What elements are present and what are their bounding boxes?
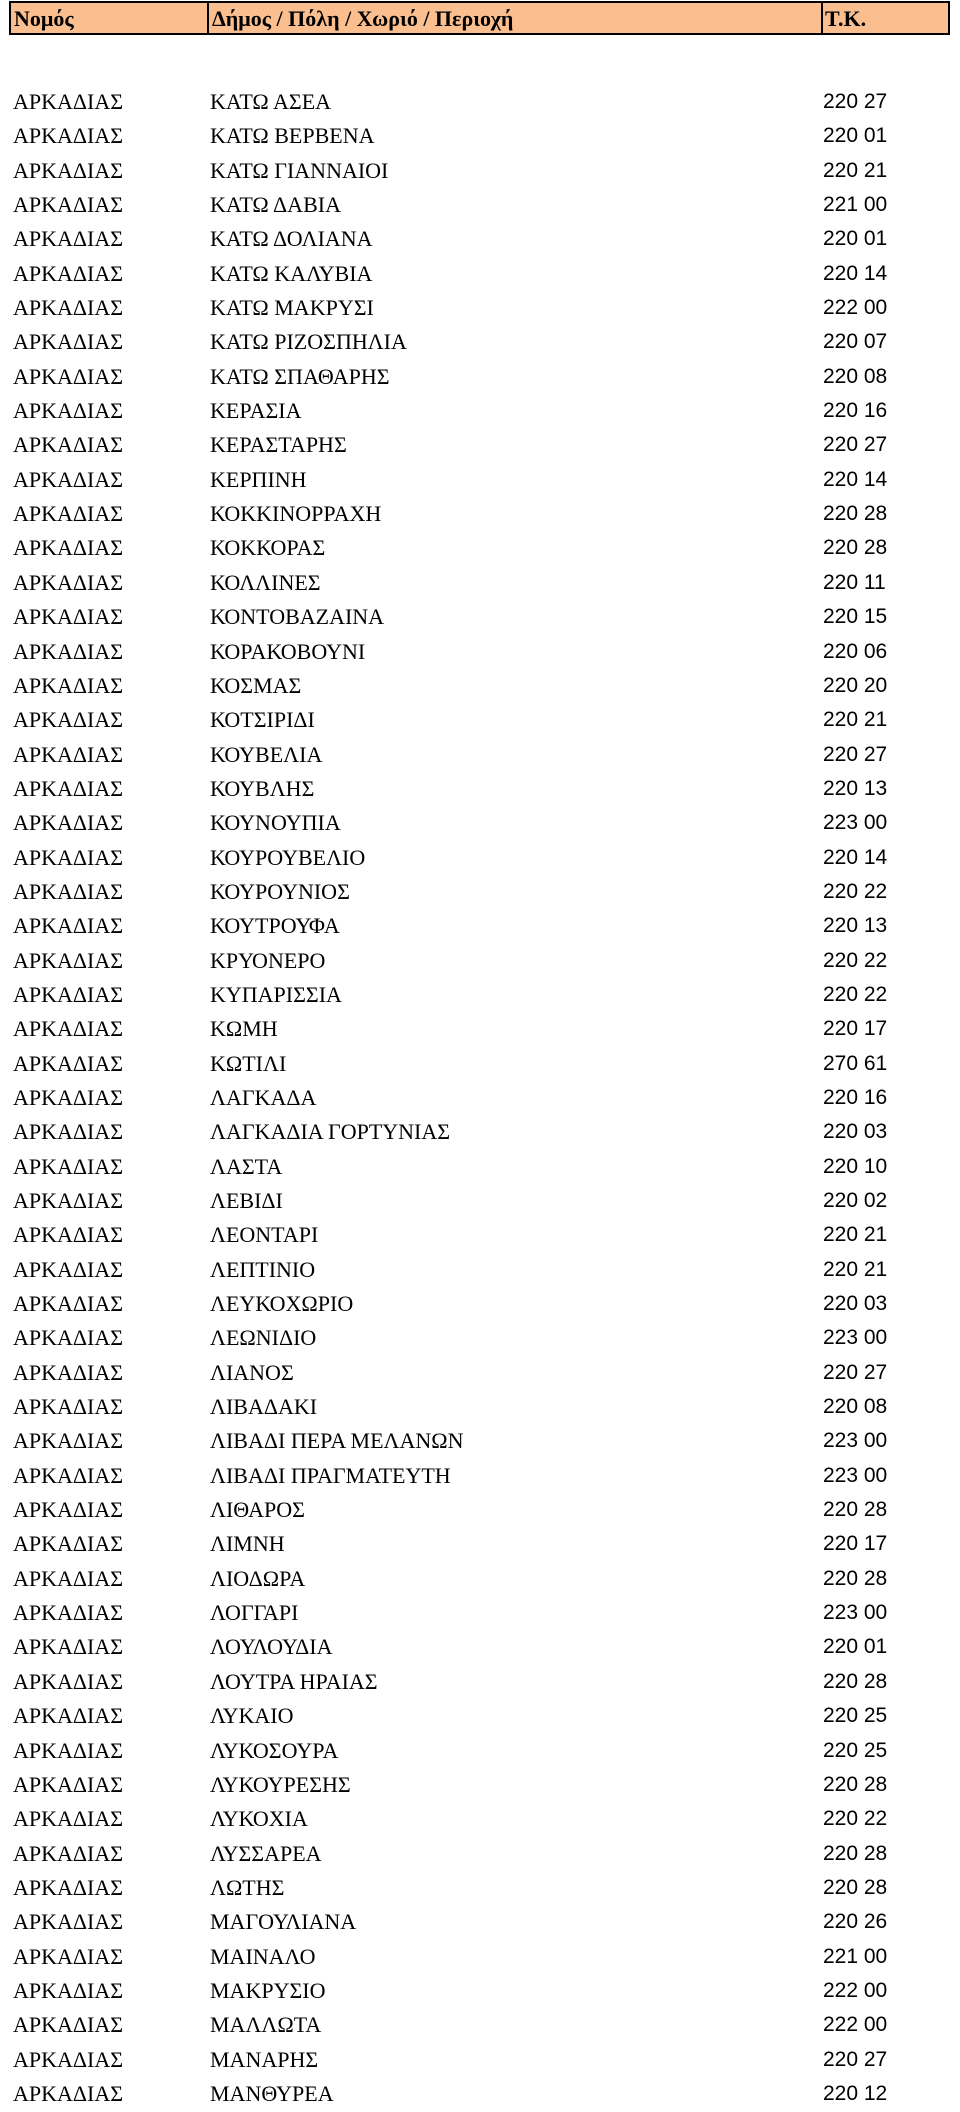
dimos-cell: ΛΕΟΝΤΑΡΙ	[210, 1222, 319, 1248]
dimos-cell: ΛΙΒΑΔΑΚΙ	[210, 1394, 318, 1420]
table-row	[0, 326, 960, 360]
dimos-cell: ΚΑΤΩ ΓΙΑΝΝΑΙΟΙ	[210, 157, 389, 183]
nomos-cell: ΑΡΚΑΔΙΑΣ	[13, 1428, 124, 1454]
dimos-cell: ΛΥΚΟΣΟΥΡΑ	[210, 1737, 339, 1763]
table-row	[0, 979, 960, 1013]
dimos-cell: ΚΟΥΝΟΥΠΙΑ	[210, 810, 341, 836]
postal-code-cell: 220 12	[823, 2081, 888, 2105]
nomos-cell: ΑΡΚΑΔΙΑΣ	[13, 1806, 124, 1832]
table-row	[0, 498, 960, 532]
table-row	[0, 773, 960, 807]
dimos-cell: ΚΑΤΩ ΔΟΛΙΑΝΑ	[210, 226, 373, 252]
nomos-cell: ΑΡΚΑΔΙΑΣ	[13, 604, 124, 630]
postal-code-cell: 222 00	[823, 2013, 888, 2037]
postal-code-cell: 220 01	[823, 1635, 888, 1659]
postal-code-cell: 220 03	[823, 1292, 888, 1316]
postal-code-cell: 220 15	[823, 605, 888, 629]
table-row	[0, 1631, 960, 1665]
header-tk: Τ.Κ.	[825, 6, 867, 31]
nomos-cell: ΑΡΚΑΔΙΑΣ	[13, 1153, 124, 1179]
postal-code-cell: 220 28	[823, 1498, 888, 1522]
nomos-cell: ΑΡΚΑΔΙΑΣ	[13, 398, 124, 424]
table-row	[0, 945, 960, 979]
nomos-cell: ΑΡΚΑΔΙΑΣ	[13, 913, 124, 939]
postal-code-cell: 220 28	[823, 1772, 888, 1796]
nomos-cell: ΑΡΚΑΔΙΑΣ	[13, 810, 124, 836]
postal-code-cell: 220 21	[823, 1223, 888, 1247]
postal-code-cell: 220 22	[823, 1807, 888, 1831]
dimos-cell: ΛΙΜΝΗ	[210, 1531, 285, 1557]
postal-code-cell: 220 17	[823, 1532, 888, 1556]
table-row	[0, 1803, 960, 1837]
nomos-cell: ΑΡΚΑΔΙΑΣ	[13, 1497, 124, 1523]
dimos-cell: ΛΟΥΤΡΑ ΗΡΑΙΑΣ	[210, 1668, 378, 1694]
header-divider	[207, 3, 209, 33]
table-row	[0, 1116, 960, 1150]
header-nomos: Νομός	[14, 6, 74, 31]
nomos-cell: ΑΡΚΑΔΙΑΣ	[13, 1188, 124, 1213]
dimos-cell: ΚΑΤΩ ΑΣΕΑ	[210, 89, 332, 114]
postal-code-cell: 220 11	[823, 570, 886, 594]
table-row	[0, 704, 960, 738]
postal-code-cell: 220 27	[823, 90, 888, 113]
table-row	[0, 567, 960, 601]
dimos-cell: ΛΙΟΔΩΡΑ	[210, 1565, 306, 1591]
nomos-cell: ΑΡΚΑΔΙΑΣ	[13, 1634, 124, 1660]
table-row	[0, 1563, 960, 1597]
nomos-cell: ΑΡΚΑΔΙΑΣ	[13, 295, 124, 321]
dimos-cell: ΜΑΛΛΩΤΑ	[210, 2012, 322, 2038]
dimos-cell: ΚΕΡΑΣΙΑ	[210, 398, 302, 424]
nomos-cell: ΑΡΚΑΔΙΑΣ	[13, 363, 124, 389]
dimos-cell: ΛΟΓΓΑΡΙ	[210, 1600, 299, 1626]
nomos-cell: ΑΡΚΑΔΙΑΣ	[13, 157, 124, 183]
postal-code-cell: 220 28	[823, 1875, 888, 1899]
table-row	[0, 601, 960, 635]
table-row	[0, 1906, 960, 1940]
postal-code-cell: 220 28	[823, 1841, 888, 1865]
nomos-cell: ΑΡΚΑΔΙΑΣ	[13, 1291, 124, 1317]
dimos-cell: ΚΥΠΑΡΙΣΣΙΑ	[210, 981, 342, 1007]
nomos-cell: ΑΡΚΑΔΙΑΣ	[13, 1737, 124, 1763]
dimos-cell: ΚΟΥΤΡΟΥΦΑ	[210, 913, 340, 939]
postal-code-cell: 220 28	[823, 536, 888, 560]
postal-code-cell: 223 00	[823, 1326, 888, 1350]
nomos-cell: ΑΡΚΑΔΙΑΣ	[13, 1325, 124, 1351]
nomos-cell: ΑΡΚΑΔΙΑΣ	[13, 535, 124, 561]
table-row	[0, 1528, 960, 1562]
dimos-cell: ΚΟΥΒΛΗΣ	[210, 775, 315, 801]
dimos-cell: ΚΟΝΤΟΒΑΖΑΙΝΑ	[210, 604, 385, 630]
dimos-cell: ΚΟΚΚΟΡΑΣ	[210, 535, 326, 561]
nomos-cell: ΑΡΚΑΔΙΑΣ	[13, 1394, 124, 1420]
dimos-cell: ΛΟΥΛΟΥΔΙΑ	[210, 1634, 333, 1660]
table-body	[0, 86, 960, 2112]
table-row	[0, 1838, 960, 1872]
postal-code-cell: 223 00	[823, 1463, 888, 1487]
nomos-cell: ΑΡΚΑΔΙΑΣ	[13, 1565, 124, 1591]
postal-code-cell: 220 16	[823, 1085, 888, 1109]
table-row	[0, 1322, 960, 1356]
postal-code-cell: 220 01	[823, 227, 888, 251]
table-row	[0, 1219, 960, 1253]
postal-code-cell: 220 01	[823, 124, 888, 148]
postal-code-cell: 220 16	[823, 399, 888, 423]
postal-code-cell: 220 21	[823, 1257, 888, 1281]
table-row	[0, 1460, 960, 1494]
nomos-cell: ΑΡΚΑΔΙΑΣ	[13, 672, 124, 698]
table-row	[0, 1769, 960, 1803]
nomos-cell: ΑΡΚΑΔΙΑΣ	[13, 1359, 124, 1385]
table-row	[0, 2044, 960, 2078]
table-row	[0, 876, 960, 910]
postal-code-cell: 223 00	[823, 811, 888, 835]
nomos-cell: ΑΡΚΑΔΙΑΣ	[13, 878, 124, 904]
dimos-cell: ΚΟΣΜΑΣ	[210, 672, 302, 698]
postal-code-cell: 220 14	[823, 845, 888, 869]
postal-code-cell: 221 00	[823, 1944, 888, 1968]
postal-code-cell: 220 27	[823, 2047, 888, 2071]
postal-code-cell: 220 25	[823, 1738, 888, 1762]
table-row	[0, 636, 960, 670]
nomos-cell: ΑΡΚΑΔΙΑΣ	[13, 844, 124, 870]
dimos-cell: ΚΟΛΛΙΝΕΣ	[210, 569, 321, 595]
nomos-cell: ΑΡΚΑΔΙΑΣ	[13, 1050, 124, 1076]
table-row	[0, 1288, 960, 1322]
table-row	[0, 1735, 960, 1769]
nomos-cell: ΑΡΚΑΔΙΑΣ	[13, 947, 124, 973]
postal-code-cell: 220 03	[823, 1120, 888, 1144]
postal-code-cell: 220 22	[823, 879, 888, 903]
dimos-cell: ΚΟΥΒΕΛΙΑ	[210, 741, 323, 767]
dimos-cell: ΛΥΚΑΙΟ	[210, 1703, 294, 1729]
nomos-cell: ΑΡΚΑΔΙΑΣ	[13, 192, 124, 218]
postal-code-cell: 223 00	[823, 1429, 888, 1453]
table-row	[0, 223, 960, 257]
postal-code-cell: 220 27	[823, 742, 888, 766]
postal-code-cell: 222 00	[823, 1978, 888, 2002]
dimos-cell: ΚΩΤΙΛΙ	[210, 1050, 287, 1076]
nomos-cell: ΑΡΚΑΔΙΑΣ	[13, 260, 124, 286]
dimos-cell: ΚΑΤΩ ΡΙΖΟΣΠΗΛΙΑ	[210, 329, 407, 355]
postal-code-cell: 220 27	[823, 1360, 888, 1384]
table-row	[0, 1941, 960, 1975]
nomos-cell: ΑΡΚΑΔΙΑΣ	[13, 1600, 124, 1626]
dimos-cell: ΛΑΓΚΑΔΙΑ ΓΟΡΤΥΝΙΑΣ	[210, 1119, 451, 1145]
table-row	[0, 1872, 960, 1906]
table-row	[0, 1975, 960, 2009]
nomos-cell: ΑΡΚΑΔΙΑΣ	[13, 226, 124, 252]
postal-code-cell: 220 28	[823, 502, 888, 526]
table-row	[0, 464, 960, 498]
nomos-cell: ΑΡΚΑΔΙΑΣ	[13, 501, 124, 527]
nomos-cell: ΑΡΚΑΔΙΑΣ	[13, 569, 124, 595]
table-row	[0, 1082, 960, 1116]
table-row	[0, 1700, 960, 1734]
dimos-cell: ΛΙΒΑΔΙ ΠΡΑΓΜΑΤΕΥΤΗ	[210, 1462, 451, 1488]
nomos-cell: ΑΡΚΑΔΙΑΣ	[13, 1840, 124, 1866]
header-dimos: Δήμος / Πόλη / Χωριό / Περιοχή	[212, 6, 514, 31]
table-row	[0, 1357, 960, 1391]
nomos-cell: ΑΡΚΑΔΙΑΣ	[13, 1462, 124, 1488]
table-row	[0, 1597, 960, 1631]
postal-code-cell: 270 61	[823, 1051, 888, 1075]
dimos-cell: ΜΑΓΟΥΛΙΑΝΑ	[210, 1909, 357, 1935]
table-row	[0, 1494, 960, 1528]
table-row	[0, 1666, 960, 1700]
nomos-cell: ΑΡΚΑΔΙΑΣ	[13, 1668, 124, 1694]
table-row	[0, 258, 960, 292]
dimos-cell: ΜΑΚΡΥΣΙΟ	[210, 1977, 326, 2003]
nomos-cell: ΑΡΚΑΔΙΑΣ	[13, 432, 124, 458]
header-divider	[821, 3, 823, 33]
table-row	[0, 86, 960, 120]
table-row	[0, 670, 960, 704]
dimos-cell: ΛΩΤΗΣ	[210, 1874, 285, 1900]
dimos-cell: ΛΙΘΑΡΟΣ	[210, 1497, 305, 1523]
postal-code-cell: 220 27	[823, 433, 888, 457]
postal-code-cell: 220 02	[823, 1189, 888, 1212]
nomos-cell: ΑΡΚΑΔΙΑΣ	[13, 1256, 124, 1282]
nomos-cell: ΑΡΚΑΔΙΑΣ	[13, 1222, 124, 1248]
table-row	[0, 532, 960, 566]
dimos-cell: ΚΕΡΠΙΝΗ	[210, 466, 307, 492]
postal-code-cell: 221 00	[823, 193, 888, 217]
dimos-cell: ΜΑΝΘΥΡΕΑ	[210, 2080, 334, 2106]
postal-code-cell: 222 00	[823, 296, 888, 320]
dimos-cell: ΛΕΠΤΙΝΙΟ	[210, 1256, 316, 1282]
table-row	[0, 155, 960, 189]
table-row	[0, 910, 960, 944]
dimos-cell: ΚΟΥΡΟΥΒΕΛΙΟ	[210, 844, 366, 870]
postal-code-cell: 220 26	[823, 1910, 888, 1934]
dimos-cell: ΛΙΑΝΟΣ	[210, 1359, 294, 1385]
nomos-cell: ΑΡΚΑΔΙΑΣ	[13, 1119, 124, 1145]
postal-code-cell: 220 21	[823, 708, 888, 732]
dimos-cell: ΛΥΚΟΥΡΕΣΗΣ	[210, 1771, 351, 1797]
dimos-cell: ΛΥΣΣΑΡΕΑ	[210, 1840, 322, 1866]
nomos-cell: ΑΡΚΑΔΙΑΣ	[13, 89, 124, 114]
table-row	[0, 292, 960, 326]
dimos-cell: ΛΑΓΚΑΔΑ	[210, 1084, 317, 1110]
table-row	[0, 842, 960, 876]
nomos-cell: ΑΡΚΑΔΙΑΣ	[13, 1943, 124, 1969]
postal-code-cell: 220 22	[823, 948, 888, 972]
table-row	[0, 361, 960, 395]
table-row	[0, 1151, 960, 1185]
table-row	[0, 1254, 960, 1288]
table-row	[0, 189, 960, 223]
nomos-cell: ΑΡΚΑΔΙΑΣ	[13, 1531, 124, 1557]
nomos-cell: ΑΡΚΑΔΙΑΣ	[13, 981, 124, 1007]
postal-code-cell: 220 13	[823, 914, 888, 938]
dimos-cell: ΛΕΩΝΙΔΙΟ	[210, 1325, 317, 1351]
table-row	[0, 1391, 960, 1425]
table-row	[0, 1425, 960, 1459]
nomos-cell: ΑΡΚΑΔΙΑΣ	[13, 1771, 124, 1797]
dimos-cell: ΜΑΙΝΑΛΟ	[210, 1943, 316, 1969]
postal-code-cell: 220 21	[823, 158, 888, 182]
dimos-cell: ΚΕΡΑΣΤΑΡΗΣ	[210, 432, 347, 458]
postal-code-cell: 220 20	[823, 673, 888, 697]
nomos-cell: ΑΡΚΑΔΙΑΣ	[13, 329, 124, 355]
table-row	[0, 395, 960, 429]
nomos-cell: ΑΡΚΑΔΙΑΣ	[13, 1874, 124, 1900]
nomos-cell: ΑΡΚΑΔΙΑΣ	[13, 638, 124, 664]
table-row	[0, 1185, 960, 1219]
dimos-cell: ΛΑΣΤΑ	[210, 1153, 283, 1179]
postal-code-cell: 220 17	[823, 1017, 888, 1041]
nomos-cell: ΑΡΚΑΔΙΑΣ	[13, 2046, 124, 2072]
table-row	[0, 1013, 960, 1047]
postal-code-cell: 220 10	[823, 1154, 888, 1178]
postal-code-cell: 220 08	[823, 364, 888, 388]
nomos-cell: ΑΡΚΑΔΙΑΣ	[13, 1703, 124, 1729]
dimos-cell: ΚΑΤΩ ΔΑΒΙΑ	[210, 192, 341, 218]
table-header	[9, 1, 950, 35]
dimos-cell: ΚΑΤΩ ΚΑΛΥΒΙΑ	[210, 260, 373, 286]
table-row	[0, 2009, 960, 2043]
postal-code-cell: 220 28	[823, 1669, 888, 1693]
nomos-cell: ΑΡΚΑΔΙΑΣ	[13, 2012, 124, 2038]
nomos-cell: ΑΡΚΑΔΙΑΣ	[13, 1977, 124, 2003]
postal-code-cell: 220 08	[823, 1395, 888, 1419]
postal-code-cell: 220 14	[823, 261, 888, 285]
table-row	[0, 429, 960, 463]
dimos-cell: ΛΥΚΟΧΙΑ	[210, 1806, 308, 1832]
dimos-cell: ΛΕΒΙΔΙ	[210, 1188, 283, 1213]
postal-code-cell: 220 06	[823, 639, 888, 663]
nomos-cell: ΑΡΚΑΔΙΑΣ	[13, 1016, 124, 1042]
dimos-cell: ΚΟΥΡΟΥΝΙΟΣ	[210, 878, 350, 904]
nomos-cell: ΑΡΚΑΔΙΑΣ	[13, 1084, 124, 1110]
postal-code-cell: 220 14	[823, 467, 888, 491]
dimos-cell: ΜΑΝΑΡΗΣ	[210, 2046, 319, 2072]
dimos-cell: ΛΙΒΑΔΙ ΠΕΡΑ ΜΕΛΑΝΩΝ	[210, 1428, 464, 1454]
nomos-cell: ΑΡΚΑΔΙΑΣ	[13, 741, 124, 767]
postal-code-cell: 223 00	[823, 1601, 888, 1625]
dimos-cell: ΛΕΥΚΟΧΩΡΙΟ	[210, 1291, 354, 1317]
postal-code-cell: 220 28	[823, 1566, 888, 1590]
table-row	[0, 807, 960, 841]
dimos-cell: ΚΟΤΣΙΡΙΔΙ	[210, 707, 315, 733]
nomos-cell: ΑΡΚΑΔΙΑΣ	[13, 466, 124, 492]
postal-code-cell: 220 07	[823, 330, 888, 354]
dimos-cell: ΚΑΤΩ ΣΠΑΘΑΡΗΣ	[210, 363, 390, 389]
nomos-cell: ΑΡΚΑΔΙΑΣ	[13, 775, 124, 801]
nomos-cell: ΑΡΚΑΔΙΑΣ	[13, 123, 124, 149]
nomos-cell: ΑΡΚΑΔΙΑΣ	[13, 707, 124, 733]
dimos-cell: ΚΟΡΑΚΟΒΟΥΝΙ	[210, 638, 366, 664]
table-row	[0, 2078, 960, 2112]
nomos-cell: ΑΡΚΑΔΙΑΣ	[13, 2080, 124, 2106]
dimos-cell: ΚΩΜΗ	[210, 1016, 278, 1042]
dimos-cell: ΚΑΤΩ ΒΕΡΒΕΝΑ	[210, 123, 375, 149]
dimos-cell: ΚΟΚΚΙΝΟΡΡΑΧΗ	[210, 501, 382, 527]
table-row	[0, 739, 960, 773]
nomos-cell: ΑΡΚΑΔΙΑΣ	[13, 1909, 124, 1935]
table-row	[0, 120, 960, 154]
dimos-cell: ΚΑΤΩ ΜΑΚΡΥΣΙ	[210, 295, 374, 321]
postal-code-cell: 220 25	[823, 1704, 888, 1728]
postal-code-cell: 220 22	[823, 982, 888, 1006]
dimos-cell: ΚΡΥΟΝΕΡΟ	[210, 947, 326, 973]
table-row	[0, 1048, 960, 1082]
postal-code-cell: 220 13	[823, 776, 888, 800]
